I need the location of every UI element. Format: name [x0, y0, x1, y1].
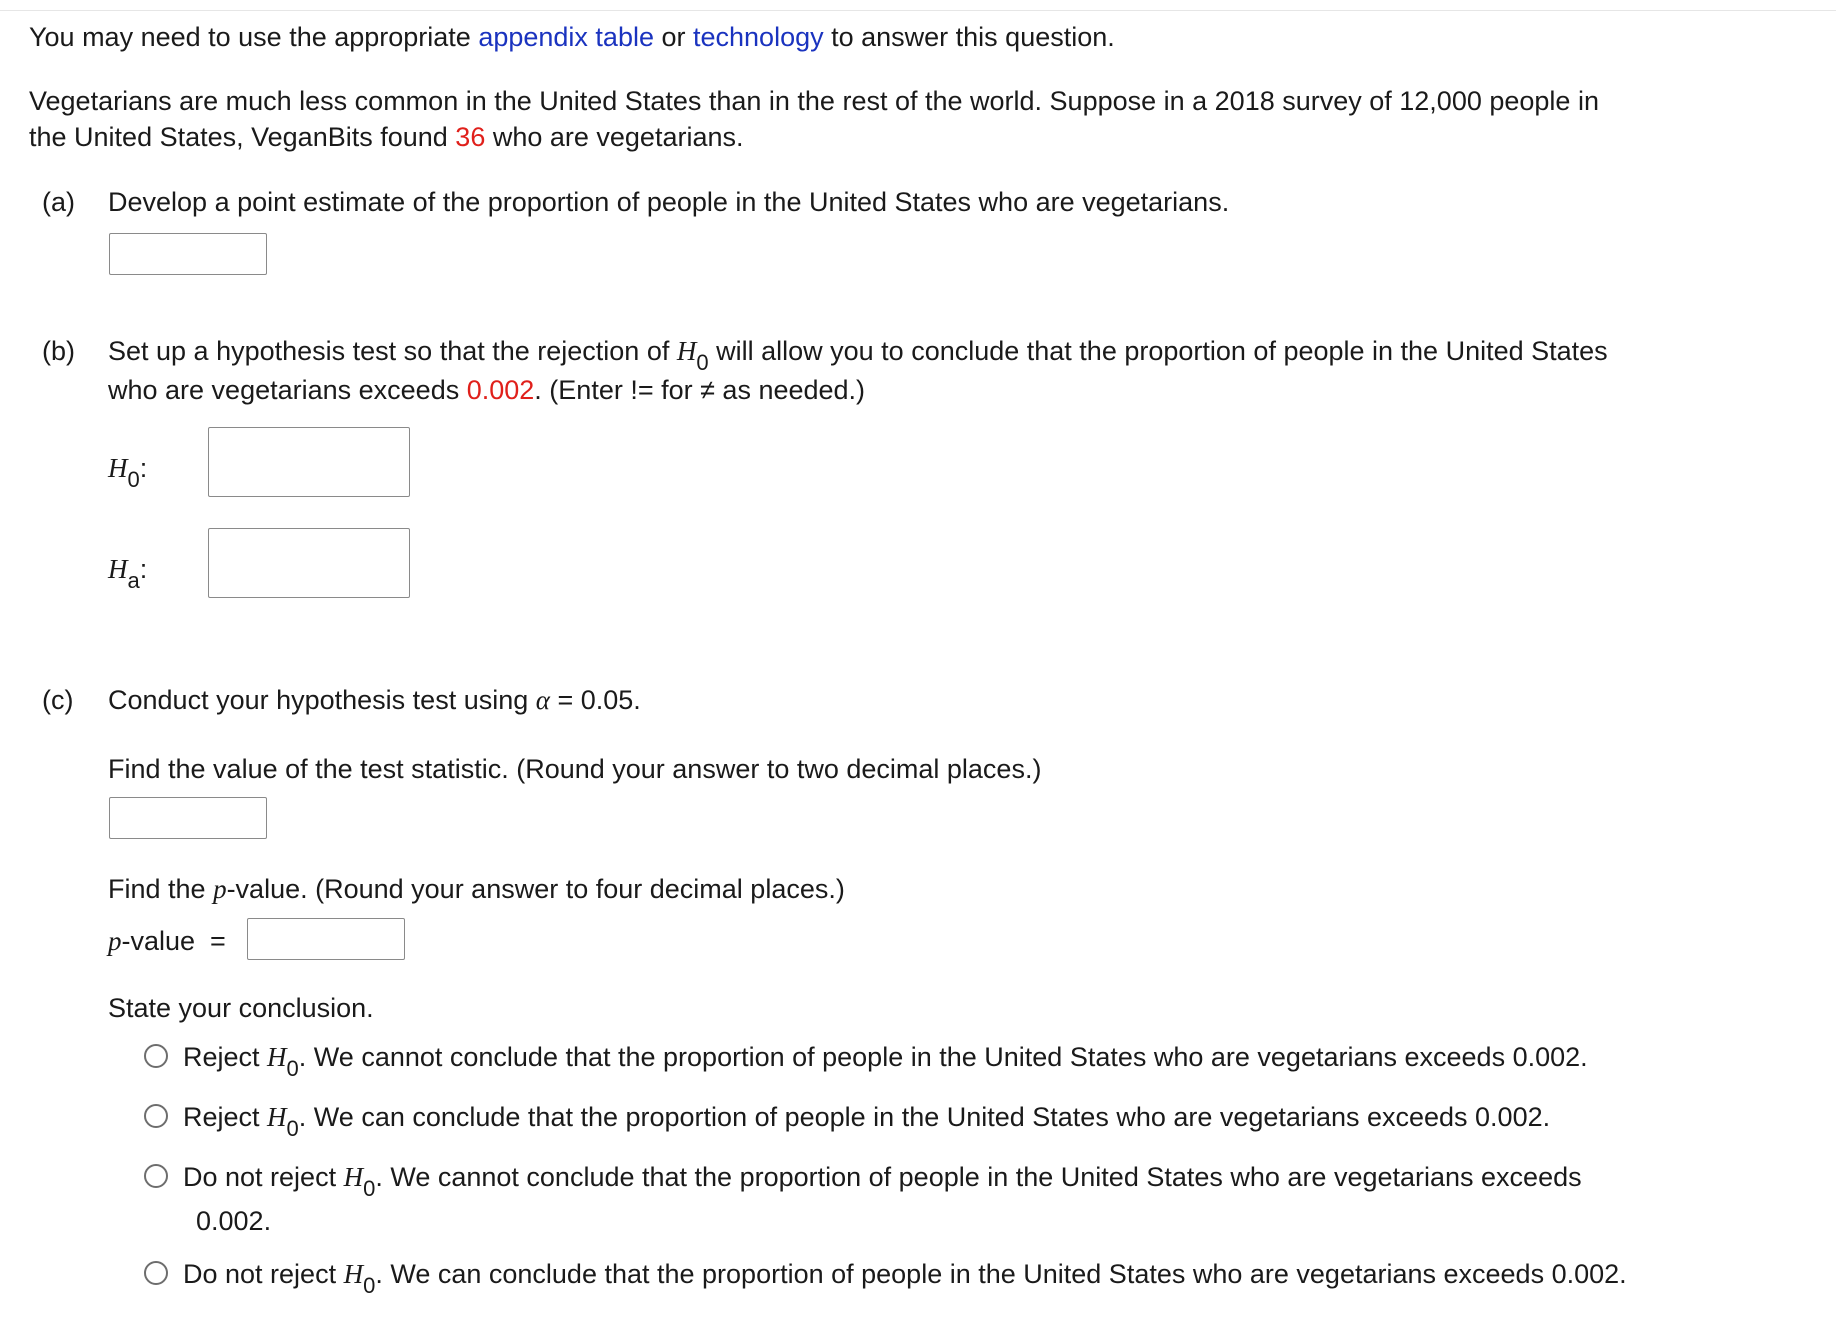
- option-3-radio[interactable]: [144, 1164, 168, 1188]
- option-2-label[interactable]: [183, 1099, 1551, 1141]
- problem-line-1: Vegetarians are much less common in the United States than in the rest of the world. Suppose in a 2018 survey of 12,000 people in: [29, 86, 1599, 116]
- vegetarian-count: 36: [455, 122, 486, 152]
- option-3-label-line-2[interactable]: 0.002.: [196, 1206, 272, 1236]
- option-1-text: . We cannot conclude that the proportion of people in the United States who are vegetarians exceeds 0.002.: [298, 1042, 1588, 1072]
- ha-letter: H: [108, 554, 128, 584]
- part-b-line-1: [108, 333, 1608, 375]
- pvalue-label: [108, 923, 226, 959]
- appendix-table-link[interactable]: appendix table: [478, 22, 654, 52]
- ha-input[interactable]: [208, 528, 410, 598]
- intro-mid: or: [653, 22, 693, 52]
- pvalue-label-p: p: [108, 926, 122, 956]
- option-3-sub: 0: [363, 1176, 376, 1201]
- pvalue-input[interactable]: [247, 918, 405, 960]
- conclusion-prompt: State your conclusion.: [108, 993, 374, 1023]
- ha-colon: :: [139, 554, 148, 584]
- option-4-radio[interactable]: [144, 1261, 168, 1285]
- ha-subscript: a: [127, 568, 140, 593]
- option-2-prefix: Reject: [183, 1102, 268, 1132]
- point-estimate-input[interactable]: [109, 233, 267, 275]
- option-3-label[interactable]: [183, 1159, 1582, 1201]
- intro-prefix: You may need to use the appropriate: [29, 22, 479, 52]
- part-c-question: [108, 682, 641, 718]
- pvalue-prompt-suffix: -value. (Round your answer to four decimal places.): [226, 874, 845, 904]
- part-b-line-2-prefix: who are vegetarians exceeds: [108, 375, 467, 405]
- h-letter: H: [676, 336, 697, 366]
- pvalue-prompt-p: p: [213, 874, 227, 904]
- option-4-label[interactable]: [183, 1256, 1627, 1298]
- option-2-text: . We can conclude that the proportion of people in the United States who are vegetarians exceeds 0.002.: [298, 1102, 1551, 1132]
- h0-letter: H: [108, 453, 128, 483]
- problem-line-2: [29, 119, 744, 155]
- part-a-question: Develop a point estimate of the proportion of people in the United States who are vegetarians.: [108, 187, 1230, 217]
- part-c-tag: (c): [42, 685, 74, 715]
- part-c-question-prefix: Conduct your hypothesis test using: [108, 685, 536, 715]
- problem-line-2-suffix: who are vegetarians.: [485, 122, 744, 152]
- option-1-radio[interactable]: [144, 1044, 168, 1068]
- option-1-label[interactable]: [183, 1039, 1588, 1081]
- option-4-text: . We can conclude that the proportion of people in the United States who are vegetarians exceeds 0.002.: [375, 1259, 1627, 1289]
- threshold-value: 0.002: [466, 375, 535, 405]
- option-4-sub: 0: [363, 1273, 376, 1298]
- part-b-line-1-prefix: Set up a hypothesis test so that the rejection of: [108, 336, 677, 366]
- test-statistic-input[interactable]: [109, 797, 267, 839]
- intro-text: [29, 19, 1115, 55]
- part-c-question-suffix: = 0.05.: [549, 685, 641, 715]
- pvalue-label-rest: -value =: [121, 926, 226, 956]
- option-4-prefix: Do not reject: [183, 1259, 344, 1289]
- pvalue-prompt-prefix: Find the: [108, 874, 214, 904]
- part-b-line-2-suffix: . (Enter != for ≠ as needed.): [534, 375, 866, 405]
- part-b-line-2: [108, 372, 865, 408]
- h0-input[interactable]: [208, 427, 410, 497]
- option-2-radio[interactable]: [144, 1104, 168, 1128]
- option-2-sub: 0: [286, 1116, 299, 1141]
- technology-link[interactable]: technology: [693, 22, 824, 52]
- h0-subscript: 0: [127, 467, 140, 492]
- alpha-symbol: α: [535, 685, 550, 715]
- option-2-h: H: [267, 1102, 287, 1132]
- part-a-tag: (a): [42, 187, 75, 217]
- h0-colon: :: [139, 453, 148, 483]
- pvalue-prompt: [108, 871, 845, 907]
- problem-line-2-prefix: the United States, VeganBits found: [29, 122, 456, 152]
- intro-suffix: to answer this question.: [823, 22, 1115, 52]
- option-1-h: H: [267, 1042, 287, 1072]
- top-divider: [0, 0, 1836, 11]
- part-b-line-1-suffix: will allow you to conclude that the proportion of people in the United States: [708, 336, 1608, 366]
- option-3-prefix: Do not reject: [183, 1162, 344, 1192]
- option-4-h: H: [343, 1259, 364, 1289]
- h-subscript: 0: [696, 350, 709, 375]
- option-3-text: . We cannot conclude that the proportion of people in the United States who are vegetarians exceeds: [375, 1162, 1582, 1192]
- part-b-tag: (b): [42, 336, 75, 366]
- test-statistic-prompt: Find the value of the test statistic. (Round your answer to two decimal places.): [108, 754, 1042, 784]
- h0-label: [108, 450, 148, 492]
- ha-label: [108, 551, 148, 593]
- option-1-prefix: Reject: [183, 1042, 268, 1072]
- option-3-h: H: [343, 1162, 364, 1192]
- option-1-sub: 0: [286, 1056, 299, 1081]
